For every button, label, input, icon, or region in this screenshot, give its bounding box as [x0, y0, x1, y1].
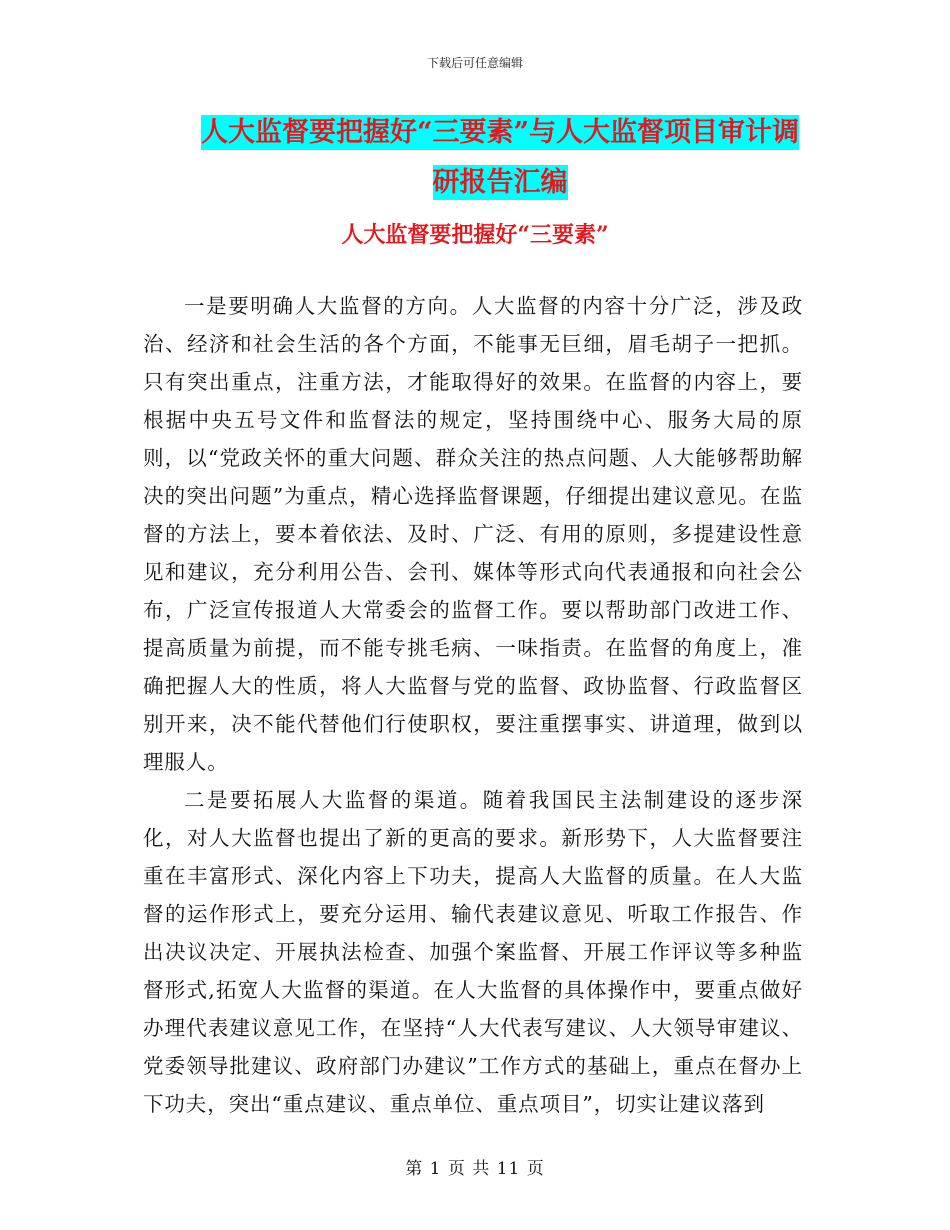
section-heading: 人大监督要把握好“三要素” [341, 222, 609, 248]
paragraph: 一是要明确人大监督的方向。人大监督的内容十分广泛，涉及政治、经济和社会生活的各个方面，不能事无巨细，眉毛胡子一把抓。只有突出重点，注重方法，才能取得好的效果。在监督的内容上，要根据中央五号文件和监督法的规定，坚持围绕中心、服务大局的原则，以“党政关怀的重大问题、群众关注的热点问题、人大能够帮助解决的突出问题”为重点，精心选择监督课题，仔细提出建议意见。在监督的方法上，要本着依法、及时、广泛、有用的原则，多提建设性意见和建议，充分利用公告、会刊、媒体等形式向代表通报和向社会公布，广泛宣传报道人大常委会的监督工作。要以帮助部门改进工作、提高质量为前提，而不能专挑毛病、一味指责。在监督的角度上，准确把握人大的性质，将人大监督与党的监督、政协监督、行政监督区别开来，决不能代替他们行使职权，要注重摆事实、讲道理，做到以理服人。 [143, 294, 803, 774]
paragraph: 二是要拓展人大监督的渠道。随着我国民主法制建设的逐步深化，对人大监督也提出了新的更高的要求。新形势下，人大监督要注重在丰富形式、深化内容上下功夫，提高人大监督的质量。在人大监督的运作形式上，要充分运用、输代表建议意见、听取工作报告、作出决议决定、开展执法检查、加强个案监督、开展工作评议等多种监督形式,拓宽人大监督的渠道。在人大监督的具体操作中，要重点做好办理代表建议意见工作，在坚持“人大代表写建议、人大领导审建议、党委领导批建议、政府部门办建议”工作方式的基础上，重点在督办上下功夫，突出“重点建议、重点单位、重点项目”，切实让建议落到 [143, 788, 803, 1116]
header-note: 下载后可任意编辑 [426, 56, 523, 70]
document-title [150, 108, 850, 208]
title-line-1: 人大监督要把握好“三要素”与人大监督项目审计调 [200, 117, 800, 148]
body-text [143, 287, 803, 1123]
page-footer: 第 1 页 共 11 页 [405, 1159, 545, 1179]
title-line-2: 研报告汇编 [432, 167, 568, 198]
